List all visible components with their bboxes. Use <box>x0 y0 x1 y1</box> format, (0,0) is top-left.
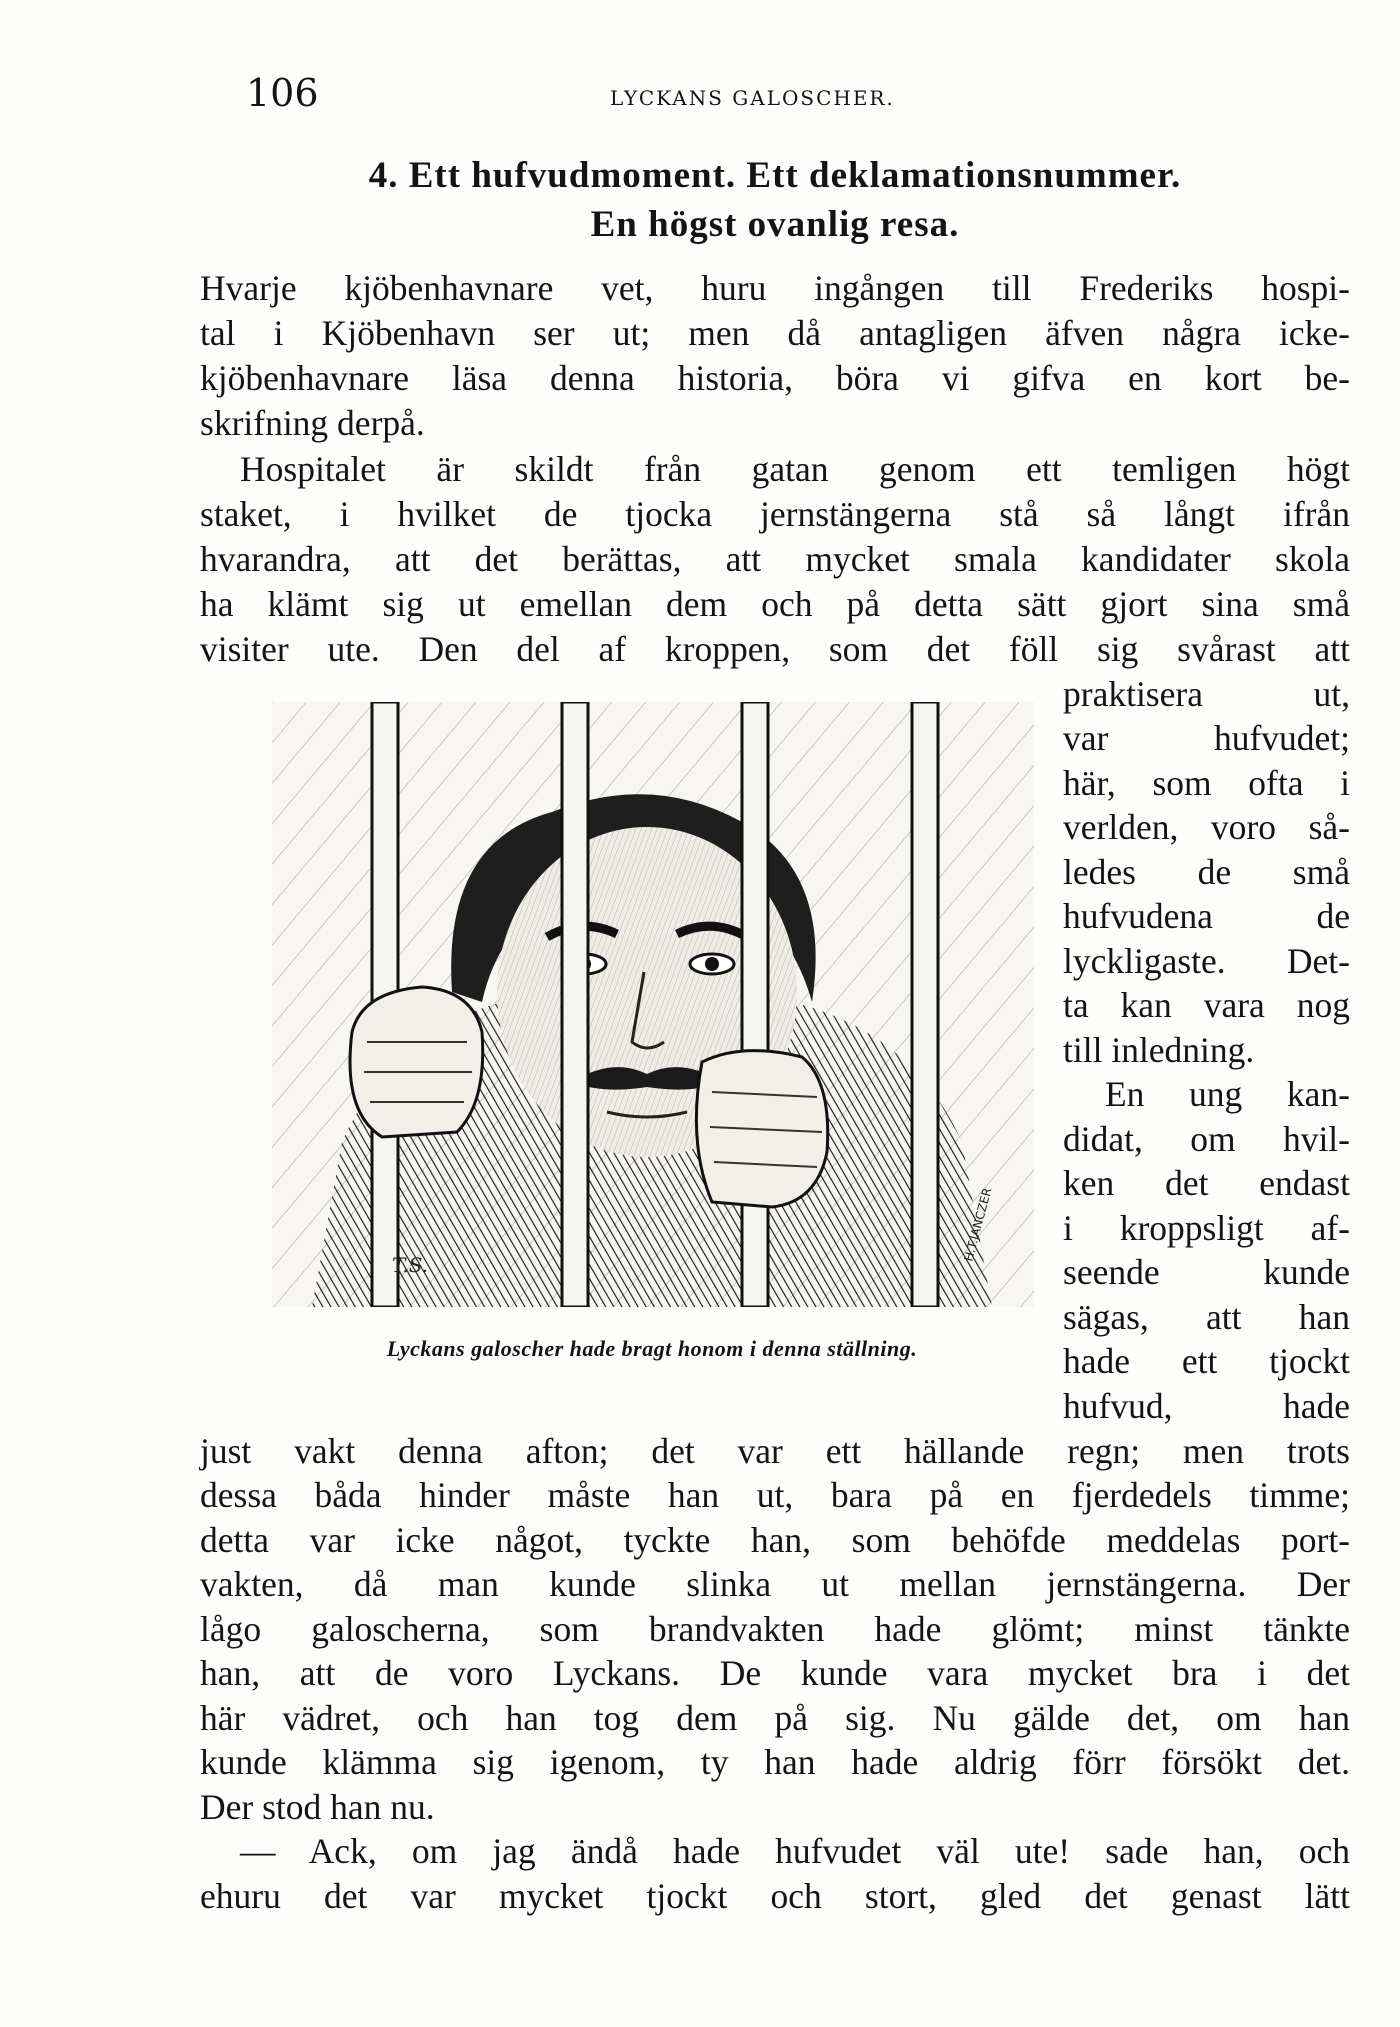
paragraph-3-column-line-4: i kroppsligt af- <box>1063 1208 1350 1248</box>
paragraph-3-column-line-2: didat, om hvil- <box>1063 1119 1350 1159</box>
engraving-illustration <box>272 702 1034 1307</box>
paragraph-3-line-1: just vakt denna afton; det var ett hällande regn; men trots <box>200 1431 1350 1471</box>
engraving-man-behind-bars <box>272 702 1034 1307</box>
paragraph-1-line-2: tal i Kjöbenhavn ser ut; men då antagligen äfven några icke- <box>200 313 1350 353</box>
paragraph-3-line-9: Der stod han nu. <box>200 1787 435 1827</box>
paragraph-2-line-3: hvarandra, att det berättas, att mycket smala kandidater skola <box>200 539 1350 579</box>
paragraph-2-column-line-2: var hufvudet; <box>1063 718 1350 758</box>
paragraph-2-line-1: Hospitalet är skildt från gatan genom ett temligen högt <box>240 449 1350 489</box>
paragraph-3-line-2: dessa båda hinder måste han ut, bara på en fjerdedels timme; <box>200 1475 1350 1515</box>
paragraph-2-column-line-3: här, som ofta i <box>1063 763 1350 803</box>
paragraph-3-column-line-5: seende kunde <box>1063 1252 1350 1292</box>
running-title: LYCKANS GALOSCHER. <box>610 86 895 110</box>
paragraph-3-column-line-3: ken det endast <box>1063 1163 1350 1203</box>
engraver-signature-left: T.S. <box>392 1253 429 1277</box>
paragraph-3-line-8: kunde klämma sig igenom, ty han hade aldrig förr försökt det. <box>200 1742 1350 1782</box>
paragraph-3-column-line-7: hade ett tjockt <box>1063 1341 1350 1381</box>
paragraph-2-column-line-8: ta kan vara nog <box>1063 985 1350 1025</box>
chapter-heading-line-1: 4. Ett hufvudmoment. Ett deklamationsnummer. <box>368 155 1182 196</box>
paragraph-3-line-5: lågo galoscherna, som brandvakten hade glömt; minst tänkte <box>200 1609 1350 1649</box>
paragraph-2-line-2: staket, i hvilket de tjocka jernstängerna stå så långt ifrån <box>200 494 1350 534</box>
paragraph-2-column-line-1: praktisera ut, <box>1063 674 1350 714</box>
paragraph-3-line-4: vakten, då man kunde slinka ut mellan jernstängerna. Der <box>200 1564 1350 1604</box>
paragraph-3-column-line-8: hufvud, hade <box>1063 1386 1350 1426</box>
paragraph-2-column-line-5: ledes de små <box>1063 852 1350 892</box>
paragraph-2-column-line-6: hufvudena de <box>1063 896 1350 936</box>
paragraph-3-line-6: han, att de voro Lyckans. De kunde vara mycket bra i det <box>200 1653 1350 1693</box>
paragraph-3-line-7: här vädret, och han tog dem på sig. Nu gälde det, om han <box>200 1698 1350 1738</box>
paragraph-2-column-line-7: lyckligaste. Det- <box>1063 941 1350 981</box>
paragraph-2-line-4: ha klämt sig ut emellan dem och på detta sätt gjort sina små <box>200 584 1350 624</box>
paragraph-2-line-5: visiter ute. Den del af kroppen, som det föll sig svårast att <box>200 629 1350 669</box>
paragraph-1-line-1: Hvarje kjöbenhavnare vet, huru ingången till Frederiks hospi- <box>200 268 1350 308</box>
paragraph-3-column-line-6: sägas, att han <box>1063 1297 1350 1337</box>
paragraph-3-column-line-1: En ung kan- <box>1105 1074 1350 1114</box>
paragraph-2-column-line-4: verlden, voro så- <box>1063 807 1350 847</box>
paragraph-3-line-3: detta var icke något, tyckte han, som behöfde meddelas port- <box>200 1520 1350 1560</box>
paragraph-1-line-3: kjöbenhavnare läsa denna historia, böra vi gifva en kort be- <box>200 358 1350 398</box>
paragraph-4-line-1: — Ack, om jag ändå hade hufvudet väl ute! sade han, och <box>240 1831 1350 1871</box>
figure-caption: Lyckans galoscher hade bragt honom i denna ställning. <box>386 1336 918 1361</box>
page-number: 106 <box>246 71 319 115</box>
chapter-heading-line-2: En högst ovanlig resa. <box>590 204 960 245</box>
engraver-signature-right: H.T.JANCZER <box>961 1186 995 1263</box>
paragraph-1-line-4: skrifning derpå. <box>200 403 425 443</box>
paragraph-4-line-2: ehuru det var mycket tjockt och stort, gled det genast lätt <box>200 1876 1350 1916</box>
paragraph-2-column-line-9: till inledning. <box>1063 1030 1255 1070</box>
